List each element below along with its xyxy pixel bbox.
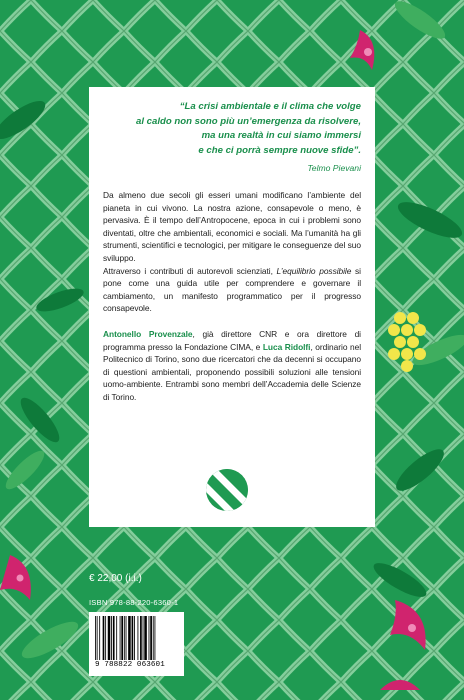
quote-author: Telmo Pievani <box>307 163 361 173</box>
epigraph-quote <box>103 100 361 158</box>
book-title: L’equilibrio possibile <box>276 265 352 276</box>
isbn-label: ISBN 978-88-220-6360-1 <box>89 598 179 607</box>
authors-bio: Antonello Provenzale, già direttore CNR e ora direttore di programma presso la Fondazione CIMA, e Luca Ridolfi, ordinario nel Politecnico di Torino, sono due ricercatori che da decenni si occupano di questioni ambientali, proponendo possibili soluzioni alle tensioni uomo-ambiente. Entrambi sono membri dell’Accademia delle Scienze di Torino. <box>103 328 362 402</box>
barcode-bars <box>95 616 178 660</box>
publisher-logo <box>206 469 248 511</box>
quote-line: ma una realtà in cui siamo immersi <box>201 130 361 141</box>
author-name-2: Luca Ridolfi <box>262 341 311 352</box>
price-label: € 22,00 (i.i.) <box>89 573 142 584</box>
synopsis <box>103 189 361 315</box>
barcode <box>89 612 184 676</box>
back-cover-text-panel <box>89 87 375 527</box>
synopsis-paragraph-1: Da almeno due secoli gli esseri umani modificano l’ambiente del pianeta in cui vivono. La nostra azione, consapevole o meno, è pervasiva. È il tempo dell’Antropocene, epoca in cui i problemi sono diventati, oltre che ambientali, economici e sociali. Ma l’umanità ha gli strumenti, scientifici e tecnologici, per mitigare le conseguenze del suo sviluppo. <box>103 190 361 263</box>
quote-line: “La crisi ambientale e il clima che volge <box>179 101 361 112</box>
barcode-digits: 9 788822 063601 <box>95 661 165 669</box>
synopsis-paragraph-2: Attraverso i contributi di autorevoli scienziati, L’equilibrio possibile si pone come una guida utile per comprendere e governare il cambiamento, un manifesto programmatico per il progresso consapevole. <box>103 265 361 314</box>
author-name-1: Antonello Provenzale <box>103 328 193 339</box>
quote-line: al caldo non sono più un’emergenza da risolvere, <box>136 115 361 127</box>
quote-line: e che ci porrà sempre nuove sfide”. <box>198 144 361 156</box>
